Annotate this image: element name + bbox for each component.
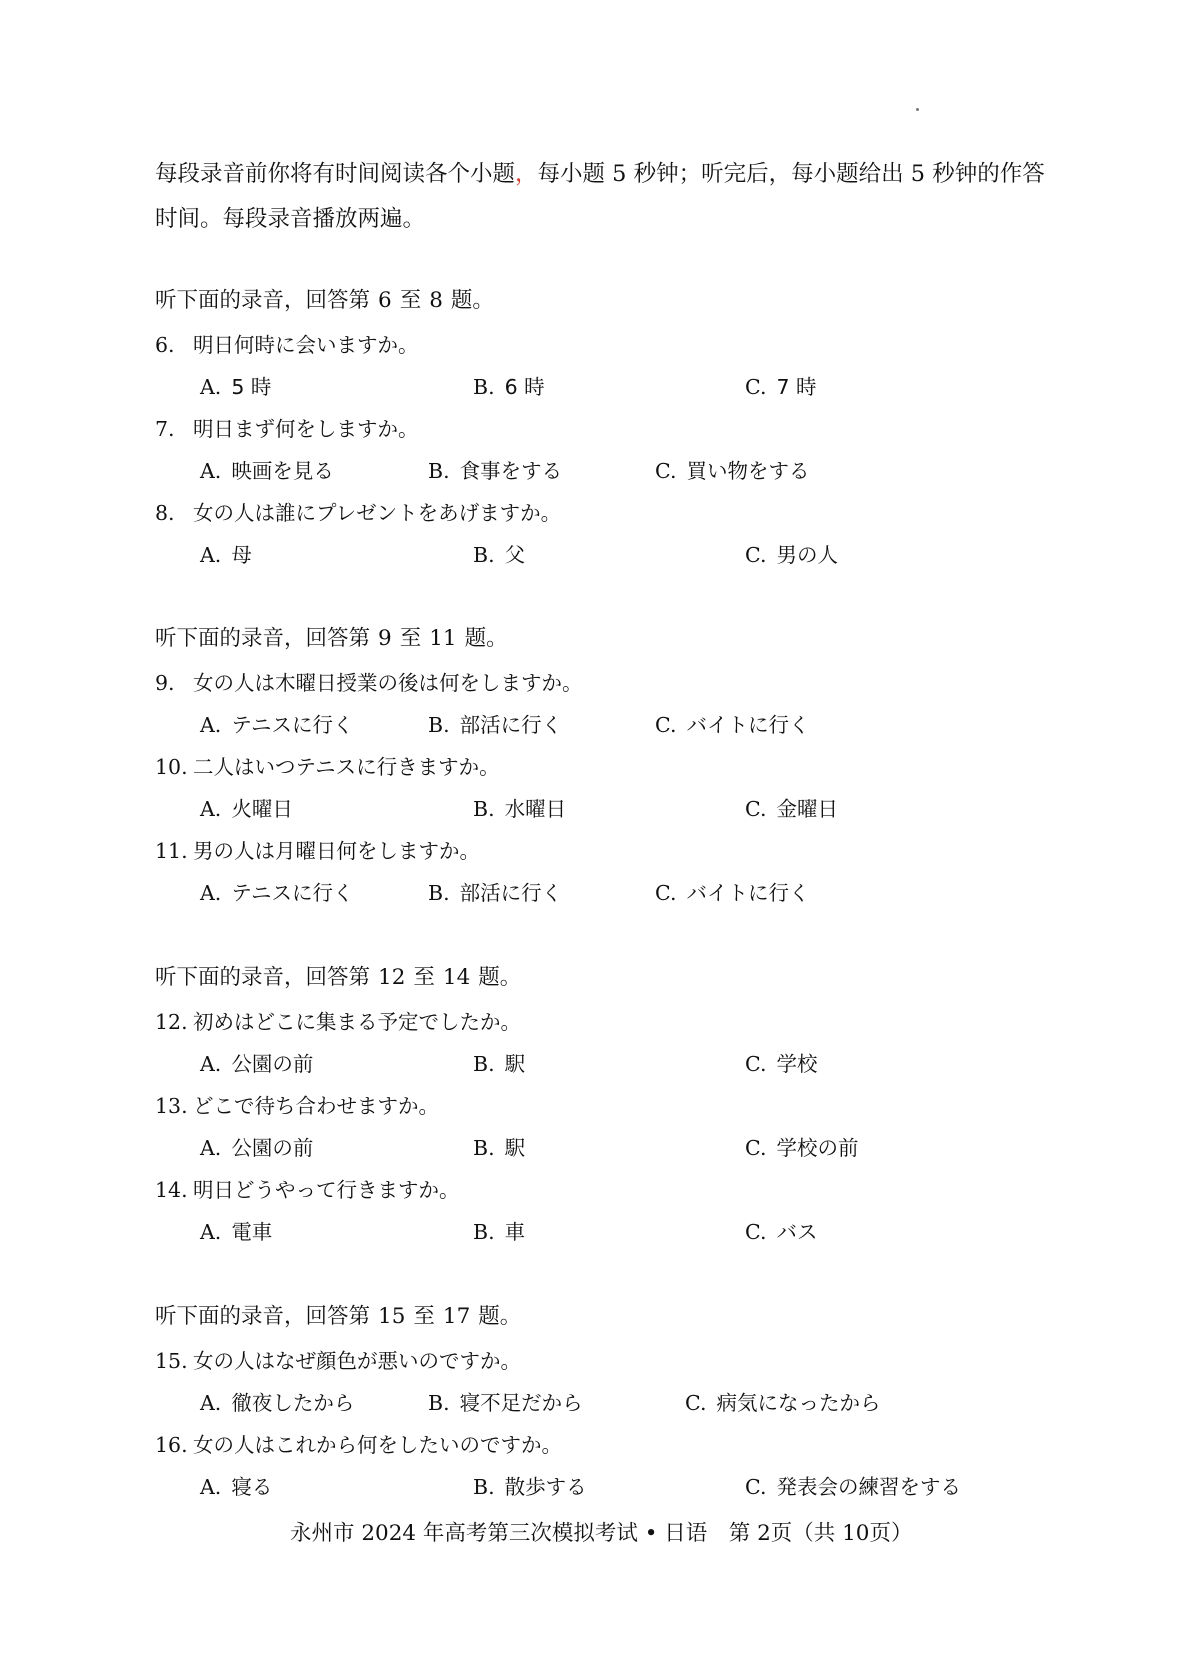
option-15-b[interactable] — [428, 1388, 583, 1418]
stray-dot — [916, 108, 919, 111]
option-letter: B. — [473, 1475, 495, 1499]
section-heading — [155, 1302, 521, 1332]
question-text: 女の人は誰にプレゼントをあげますか。 — [193, 501, 562, 525]
option-text: 母 — [231, 543, 252, 567]
option-letter: A. — [200, 375, 222, 399]
question-number: 15. — [155, 1349, 188, 1373]
section-prefix: 听下面的录音，回答第 — [155, 1304, 371, 1329]
option-text: 電車 — [231, 1220, 273, 1244]
option-text: 散歩する — [504, 1475, 587, 1499]
option-text: 部活に行く — [459, 881, 563, 905]
option-text: 7 時 — [776, 375, 817, 399]
question-11 — [155, 836, 480, 866]
question-14 — [155, 1175, 460, 1205]
option-text: 徹夜したから — [231, 1391, 355, 1415]
option-letter: C. — [655, 459, 677, 483]
option-letter: B. — [428, 881, 450, 905]
option-letter: C. — [745, 1052, 767, 1076]
option-9-c[interactable] — [655, 710, 809, 740]
option-13-a[interactable] — [200, 1133, 313, 1163]
option-text: 部活に行く — [459, 713, 563, 737]
option-text: 駅 — [504, 1052, 526, 1076]
section-mid: 至 — [413, 1304, 435, 1329]
option-letter: C. — [745, 1136, 767, 1160]
option-letter: C. — [745, 1220, 767, 1244]
option-letter: A. — [200, 1220, 222, 1244]
option-letter: B. — [428, 459, 450, 483]
option-text: 6 時 — [504, 375, 545, 399]
section-mid: 至 — [413, 965, 435, 990]
instructions-comma: ， — [515, 161, 538, 187]
option-11-b[interactable] — [428, 878, 562, 908]
option-text: 水曜日 — [504, 797, 567, 821]
option-letter: A. — [200, 713, 222, 737]
section-from: 6 — [378, 288, 392, 313]
option-letter: A. — [200, 797, 222, 821]
option-text: テニスに行く — [231, 713, 354, 737]
question-text: 二人はいつテニスに行きますか。 — [193, 755, 500, 779]
option-text: 買い物をする — [686, 459, 810, 483]
option-14-a[interactable] — [200, 1217, 272, 1247]
question-number: 14. — [155, 1178, 188, 1202]
option-letter: A. — [200, 1136, 222, 1160]
question-9 — [155, 668, 583, 698]
question-text: 明日どうやって行きますか。 — [193, 1178, 460, 1202]
option-text: 父 — [504, 543, 526, 567]
option-text: 車 — [504, 1220, 526, 1244]
option-letter: B. — [473, 1220, 495, 1244]
option-text: 寝不足だから — [459, 1391, 583, 1415]
option-text: 金曜日 — [776, 797, 838, 821]
section-prefix: 听下面的录音，回答第 — [155, 965, 371, 990]
option-text: 寝る — [231, 1475, 273, 1499]
option-8-a[interactable] — [200, 540, 252, 570]
option-12-b[interactable] — [473, 1049, 525, 1079]
section-heading — [155, 963, 521, 993]
option-6-b[interactable] — [473, 372, 545, 402]
option-11-c[interactable] — [655, 878, 809, 908]
option-text: 発表会の練習をする — [776, 1475, 961, 1499]
question-number: 13. — [155, 1094, 188, 1118]
instructions-line-1 — [155, 152, 1055, 197]
option-text: 学校 — [776, 1052, 818, 1076]
section-from: 12 — [378, 965, 406, 990]
question-10 — [155, 752, 500, 782]
question-text: どこで待ち合わせますか。 — [193, 1094, 439, 1118]
page-footer: 永州市 2024 年高考第三次模拟考试 • 日语 第 2页（共 10页） — [290, 1521, 913, 1546]
option-letter: C. — [685, 1391, 707, 1415]
option-text: 火曜日 — [231, 797, 293, 821]
question-16 — [155, 1430, 562, 1460]
option-text: 公園の前 — [231, 1052, 314, 1076]
option-letter: A. — [200, 459, 222, 483]
option-14-b[interactable] — [473, 1217, 525, 1247]
option-text: 駅 — [504, 1136, 526, 1160]
option-12-c[interactable] — [745, 1049, 817, 1079]
section-suffix: 题。 — [450, 288, 494, 313]
instructions — [155, 152, 1055, 242]
option-10-a[interactable] — [200, 794, 293, 824]
option-9-b[interactable] — [428, 710, 562, 740]
question-8 — [155, 498, 561, 528]
option-text: 食事をする — [459, 459, 563, 483]
question-text: 明日何時に会いますか。 — [193, 333, 419, 357]
question-13 — [155, 1091, 439, 1121]
option-16-c[interactable] — [745, 1472, 961, 1502]
option-letter: C. — [745, 1475, 767, 1499]
option-16-b[interactable] — [473, 1472, 587, 1502]
option-letter: C. — [655, 713, 677, 737]
option-letter: B. — [473, 1052, 495, 1076]
section-from: 15 — [378, 1304, 406, 1329]
section-mid: 至 — [399, 626, 422, 651]
option-letter: B. — [473, 1136, 495, 1160]
question-6 — [155, 330, 419, 360]
option-7-c[interactable] — [655, 456, 809, 486]
option-letter: A. — [200, 543, 222, 567]
section-to: 14 — [442, 965, 471, 990]
option-letter: B. — [428, 1391, 450, 1415]
option-letter: A. — [200, 1391, 222, 1415]
option-12-a[interactable] — [200, 1049, 313, 1079]
question-number: 10. — [155, 755, 188, 779]
option-letter: A. — [200, 881, 222, 905]
question-number: 7. — [155, 417, 175, 441]
option-13-c[interactable] — [745, 1133, 858, 1163]
option-text: 映画を見る — [231, 459, 334, 483]
option-letter: C. — [745, 543, 767, 567]
instructions-text-a: 每段录音前你将有时间阅读各个小题 — [155, 161, 516, 187]
question-number: 8. — [155, 501, 175, 525]
option-letter: A. — [200, 1052, 222, 1076]
option-10-c[interactable] — [745, 794, 838, 824]
option-letter: C. — [745, 797, 767, 821]
option-letter: B. — [473, 375, 495, 399]
option-8-c[interactable] — [745, 540, 838, 570]
option-letter: B. — [473, 543, 495, 567]
option-7-a[interactable] — [200, 456, 334, 486]
question-text: 女の人は木曜日授業の後は何をしますか。 — [193, 671, 583, 695]
section-mid: 至 — [399, 288, 422, 313]
option-6-a[interactable] — [200, 372, 271, 402]
section-heading — [155, 624, 508, 654]
option-15-c[interactable] — [685, 1388, 880, 1418]
option-letter: B. — [473, 797, 495, 821]
option-14-c[interactable] — [745, 1217, 817, 1247]
instructions-text-b: 每小题 5 秒钟；听完后，每小题给出 5 秒钟的作答 — [537, 161, 1045, 187]
question-15 — [155, 1346, 521, 1376]
option-15-a[interactable] — [200, 1388, 354, 1418]
option-16-a[interactable] — [200, 1472, 272, 1502]
option-10-b[interactable] — [473, 794, 566, 824]
section-prefix: 听下面的录音，回答第 — [155, 626, 371, 651]
question-number: 6. — [155, 333, 175, 357]
option-text: 5 時 — [231, 375, 272, 399]
option-letter: A. — [200, 1475, 222, 1499]
option-letter: B. — [428, 713, 450, 737]
section-to: 8 — [429, 288, 443, 313]
question-text: 女の人はこれから何をしたいのですか。 — [193, 1433, 562, 1457]
question-number: 11. — [155, 839, 188, 863]
option-text: 学校の前 — [776, 1136, 859, 1160]
question-7 — [155, 414, 419, 444]
section-to: 11 — [429, 626, 457, 651]
question-12 — [155, 1007, 521, 1037]
section-heading — [155, 286, 494, 316]
option-text: バス — [776, 1220, 818, 1244]
option-text: 病気になったから — [716, 1391, 881, 1415]
option-text: バイトに行く — [686, 881, 810, 905]
option-13-b[interactable] — [473, 1133, 525, 1163]
option-8-b[interactable] — [473, 540, 525, 570]
question-text: 女の人はなぜ顔色が悪いのですか。 — [193, 1349, 521, 1373]
option-text: テニスに行く — [231, 881, 354, 905]
question-number: 16. — [155, 1433, 188, 1457]
section-suffix: 题。 — [478, 965, 522, 990]
question-text: 初めはどこに集まる予定でしたか。 — [193, 1010, 521, 1034]
section-suffix: 题。 — [464, 626, 508, 651]
question-number: 12. — [155, 1010, 188, 1034]
instructions-line-2: 时间。每段录音播放两遍。 — [155, 206, 426, 232]
question-number: 9. — [155, 671, 175, 695]
question-text: 男の人は月曜日何をしますか。 — [193, 839, 480, 863]
section-from: 9 — [378, 626, 392, 651]
section-to: 17 — [442, 1304, 471, 1329]
option-9-a[interactable] — [200, 710, 354, 740]
option-text: 男の人 — [776, 543, 838, 567]
option-letter: C. — [745, 375, 767, 399]
option-letter: C. — [655, 881, 677, 905]
option-11-a[interactable] — [200, 878, 354, 908]
option-6-c[interactable] — [745, 372, 817, 402]
question-text: 明日まず何をしますか。 — [193, 417, 419, 441]
section-suffix: 题。 — [478, 1304, 522, 1329]
section-prefix: 听下面的录音，回答第 — [155, 288, 371, 313]
option-text: バイトに行く — [686, 713, 810, 737]
option-text: 公園の前 — [231, 1136, 314, 1160]
option-7-b[interactable] — [428, 456, 562, 486]
